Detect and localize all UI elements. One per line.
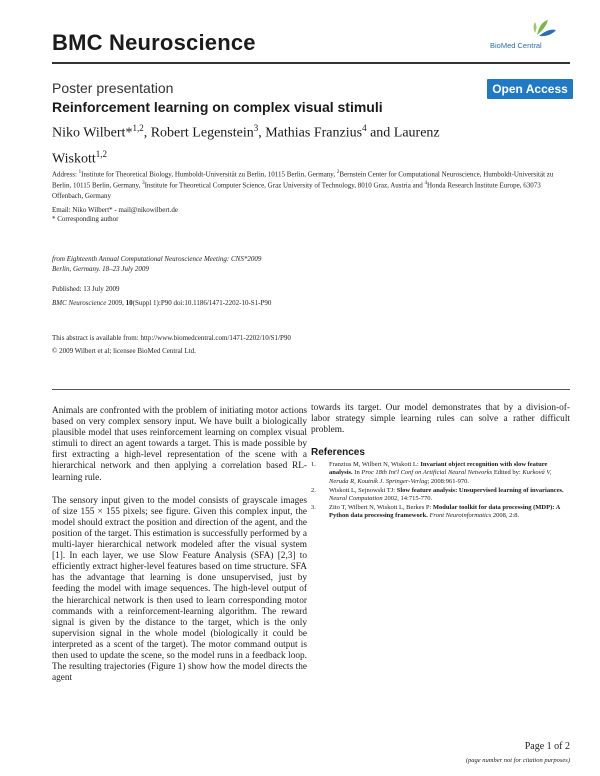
reference-number: 2. [311,486,316,494]
reference-title: Modular toolkit for data processing (MDP): A Python data processing framework. [329,504,561,520]
author-name: Mathias Franzius [265,125,363,141]
publisher-name: BioMed Central [490,41,542,50]
meeting-info: from Eighteenth Annual Computational Neuroscience Meeting: CNS*2009 Berlin, Germany. 18–23 July 2009 [52,255,262,273]
corresponding-author-note: * Corresponding author [52,215,119,223]
affiliation-number: 2 [336,170,340,175]
publisher-logo [490,18,570,54]
reference-authors: Zito T, Wilbert N, Wiskott L, Berkes P: [329,504,433,512]
references-list [311,461,570,521]
citation-volume: 10 [125,299,133,307]
affiliation-text: Honda Research Institute Europe, 63073 Offenbach, Germany [52,181,541,200]
reference-number: 1. [311,461,316,468]
author-separator: , [258,125,266,141]
reference-item [311,504,570,521]
author-name: Laurenz Wiskott [52,125,440,167]
email-line: Email: Niko Wilbert* - mail@nikowilbert.de [52,206,178,214]
open-access-badge: Open Access [487,79,573,99]
reference-editors: Kurková V, Neruda R, Koutník J. Springer-Verlag [329,469,552,485]
author-affiliation: 3 [253,123,259,133]
affiliation-text: Institute for Theoretical Biology, Humboldt-Universität zu Berlin, 10115 Berlin, Germany, [81,170,337,179]
page-note: (page number not for citation purposes) [465,757,570,764]
citation-year: 2009, [106,299,126,307]
author-name: Niko Wilbert* [52,125,133,141]
author-affiliation: 4 [362,123,367,133]
author-separator: , [143,125,151,141]
body-paragraph: Animals are confronted with the problem of initiating motor actions based on very complex sensory input. We have built a biologically plausible model that uses reinforcement learning on complex visual stimuli to direct an agent towards a target. This is made possible by first extracting a high-level representation of the scene with a hierarchical network and then applying a correlation based RL-learning rule. [52,406,307,483]
references-heading: References [311,447,365,458]
author-affiliation: 1,2 [132,123,144,133]
reference-title: Slow feature analysis: Unsupervised learning of invariances. [396,486,564,494]
availability-url[interactable]: This abstract is available from: http://www.biomedcentral.com/1471-2202/10/S1/P90 [52,334,291,342]
reference-title: Invariant object recognition with slow feature analysis. [329,461,548,477]
body-divider [52,389,570,390]
copyright-line: © 2009 Wilbert et al; licensee BioMed Central Ltd. [52,347,196,355]
reference-item [311,461,570,486]
article-title: Reinforcement learning on complex visual stimuli [52,99,383,115]
reference-connector: In [352,469,362,477]
body-column-left [52,406,307,696]
page-number: Page 1 of 2 [524,741,570,752]
body-paragraph: towards its target. Our model demonstrates that by a division-of-labor strategy simple learning rules can solve a rather difficult problem. [311,403,570,436]
published-date: Published: 13 July 2009 [52,285,120,293]
affiliation-number: 3 [142,181,145,187]
header-divider [52,62,570,64]
body-column-right [311,403,570,448]
body-paragraph: The sensory input given to the model consists of grayscale images of size 155 × 155 pixels; see figure. Given this complex input, the model should extract the position and direction of the agent, and the position of the target. This estimation is successfully performed by a multi-layer hierarchical network modeled after the visual system [1]. In each layer, we use Slow Feature Analysis (SFA) [2,3] to efficiently extract higher-level features based on time structure. SFA has the advantage that learning is done unsupervised, just by feeding the model with image sequences. The high-level output of the hierarchical network is then used to learn corresponding motor commands with a reinforcement-learning algorithm. The reward signal is given by the distance to the target, which is the only supervision signal in the whole model (biologically it could be interpreted as a scent of the target). The motor command output is then used to update the scene, so the model runs in a feedback loop. The resulting trajectories (Figure 1) show how the model directs the agent [52,495,307,684]
reference-item [311,487,570,504]
reference-authors: Wiskott L, Sejnowski TJ: [329,486,397,494]
reference-source: Neural Computation [329,495,383,503]
author-affiliation: 1,2 [95,148,108,159]
citation-journal: BMC Neuroscience [52,299,107,307]
reference-number: 3. [311,504,316,512]
reference-pages: ; 2008:961-970. [427,477,469,485]
affiliation-number: 1 [78,170,82,175]
reference-details: 2002, [382,495,401,503]
reference-authors: Franzius M, Wilbert N, Wiskott L: [329,461,421,468]
address-label: Address: [52,170,79,179]
leaf-light [534,22,537,33]
citation-doi: (Suppl 1):P90 doi:10.1186/1471-2202-10-S1-P90 [132,299,272,307]
author-list [52,118,492,169]
author-separator: and [366,125,394,141]
author-name: Robert Legenstein [150,125,254,141]
citation-line [52,298,271,308]
publisher-logo-mark [490,18,570,42]
journal-title: BMC Neuroscience [52,30,256,55]
reference-source: Proc 18th Int'l Conf on Artificial Neural Networks [361,469,493,477]
affiliation-text: Institute for Theoretical Computer Science, Graz University of Technology, 8010 Graz, Austria and [144,181,425,190]
affiliation-number: 4 [424,181,427,187]
article-type: Poster presentation [52,80,174,96]
affiliation-text: Bernstein Center for Computational Neuroscience, Humboldt-Universität zu Berlin, 10115 Berlin, Germany, [52,170,554,190]
reference-details: 2008, [491,512,510,520]
affiliations [52,168,558,201]
reference-source: Front Neuroinformatics [429,512,492,520]
reference-pages: 2:8. [509,512,520,520]
reference-details: Edited by: [492,469,523,477]
reference-pages: 14:715-770. [400,495,433,503]
